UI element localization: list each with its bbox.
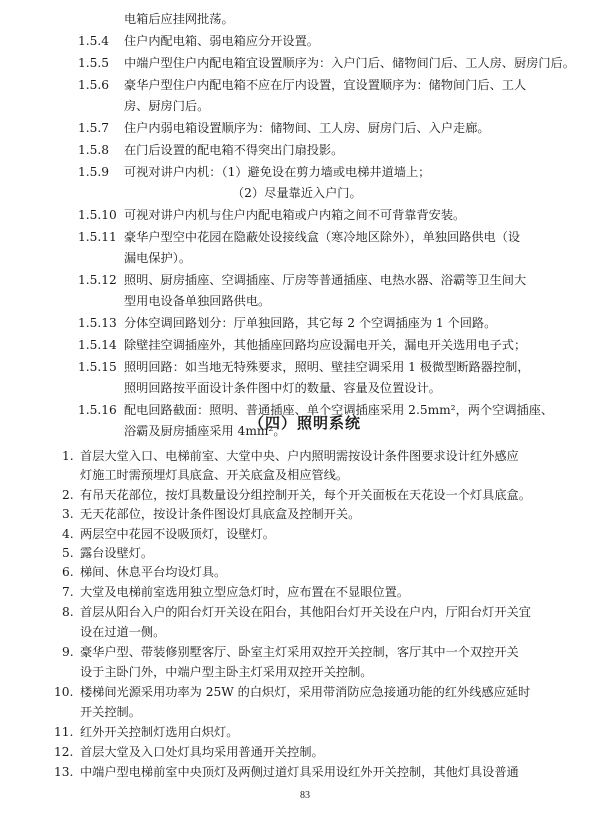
clause-text: 房、厨房门后。 bbox=[124, 99, 210, 113]
clause-text: 中端户型住户内配电箱宜设置顺序为：入户门后、储物间门后、工人房、厨房门后。 bbox=[124, 56, 575, 70]
item-text: 有吊天花部位，按灯具数量设分组控制开关，每个开关面板在天花设一个灯具底盒。 bbox=[80, 488, 531, 502]
item-text: 露台设壁灯。 bbox=[80, 546, 154, 560]
item-text: 梯间、休息平台均设灯具。 bbox=[80, 565, 227, 579]
item-text: 红外开关控制灯选用白炽灯。 bbox=[80, 725, 239, 739]
clause-number: 1.5.12 bbox=[78, 273, 117, 287]
clause-number: 1.5.10 bbox=[78, 208, 117, 222]
item-number: 9. bbox=[62, 645, 74, 659]
clause-number: 1.5.9 bbox=[78, 165, 110, 179]
clause-number: 1.5.7 bbox=[78, 121, 110, 135]
clause-text: 可视对讲户内机：（1）避免设在剪力墙或电梯井道墙上； bbox=[124, 165, 431, 179]
clause-text: 照明回路按平面设计条件图中灯的数量、容量及位置设计。 bbox=[124, 381, 441, 395]
item-number: 4. bbox=[62, 527, 74, 541]
item-number: 7. bbox=[62, 585, 74, 599]
item-number: 5. bbox=[62, 546, 74, 560]
item-number: 8. bbox=[62, 605, 74, 619]
item-text: 设于主卧门外，中端户型主卧主灯采用双控开关控制。 bbox=[80, 665, 373, 679]
item-number: 10. bbox=[54, 685, 74, 699]
clause-text: 除壁挂空调插座外，其他插座回路均应设漏电开关，漏电开关选用电子式； bbox=[124, 338, 527, 352]
item-text: 无天花部位，按设计条件图设灯具底盒及控制开关。 bbox=[80, 507, 361, 521]
clause-number: 1.5.6 bbox=[78, 78, 110, 92]
clause-number: 1.5.5 bbox=[78, 56, 110, 70]
clause-text: （2）尽量靠近入户门。 bbox=[232, 186, 362, 200]
clause-text: 在门后设置的配电箱不得突出门扇投影。 bbox=[124, 143, 344, 157]
clause-text: 豪华户型住户内配电箱不应在厅内设置，宜设置顺序为：储物间门后、工人 bbox=[124, 78, 527, 92]
clause-number: 1.5.13 bbox=[78, 316, 117, 330]
item-number: 12. bbox=[54, 745, 74, 759]
clause-text: 浴霸及厨房插座采用 4mm²。 bbox=[124, 424, 286, 438]
clause-text: 住户内配电箱、弱电箱应分开设置。 bbox=[124, 34, 319, 48]
item-number: 3. bbox=[62, 507, 74, 521]
clause-text: 漏电保护）。 bbox=[124, 251, 192, 265]
clause-number: 1.5.11 bbox=[78, 230, 117, 244]
item-number: 2. bbox=[62, 488, 74, 502]
item-text: 首层大堂入口、电梯前室、大堂中央、户内照明需按设计条件图要求设计红外感应 bbox=[80, 449, 519, 463]
item-text: 设在过道一侧。 bbox=[80, 625, 166, 639]
item-number: 11. bbox=[54, 725, 74, 739]
clause-text: 豪华户型空中花园在隐蔽处设接线盒（寒冷地区除外），单独回路供电（设 bbox=[124, 230, 521, 244]
item-text: 豪华户型、带装修别墅客厅、卧室主灯采用双控开关控制，客厅其中一个双控开关 bbox=[80, 645, 519, 659]
item-number: 13. bbox=[54, 765, 74, 779]
clause-text: 照明回路：如当地无特殊要求，照明、壁挂空调采用 1 极微型断路器控制， bbox=[124, 360, 530, 374]
clause-text: 住户内弱电箱设置顺序为：储物间、工人房、厨房门后、入户走廊。 bbox=[124, 121, 490, 135]
item-text: 大堂及电梯前室选用独立型应急灯时，应布置在不显眼位置。 bbox=[80, 585, 410, 599]
item-text: 两层空中花园不设吸顶灯，设壁灯。 bbox=[80, 527, 275, 541]
clause-text: 型用电设备单独回路供电。 bbox=[124, 294, 271, 308]
clause-text: 照明、厨房插座、空调插座、厅房等普通插座、电热水器、浴霸等卫生间大 bbox=[124, 273, 527, 287]
clause-number: 1.5.14 bbox=[78, 338, 117, 352]
page-number: 83 bbox=[300, 790, 310, 801]
item-number: 1. bbox=[62, 449, 74, 463]
continuation-line: 电箱后应挂网批荡。 bbox=[124, 12, 234, 26]
item-text: 中端户型电梯前室中央顶灯及两侧过道灯具采用设红外开关控制，其他灯具设普通 bbox=[80, 765, 519, 779]
item-text: 首层从阳台入户的阳台灯开关设在阳台，其他阳台灯开关设在户内，厅阳台灯开关宜 bbox=[80, 605, 531, 619]
clause-number: 1.5.8 bbox=[78, 143, 110, 157]
item-text: 开关控制。 bbox=[80, 705, 141, 719]
item-text: 首层大堂及入口处灯具均采用普通开关控制。 bbox=[80, 745, 324, 759]
clause-number: 1.5.15 bbox=[78, 360, 117, 374]
item-number: 6. bbox=[62, 565, 74, 579]
item-text: 楼梯间光源采用功率为 25W 的白炽灯，采用带消防应急接通功能的红外线感应延时 bbox=[80, 685, 531, 699]
clause-text: 配电回路截面：照明、普通插座、单个空调插座采用 2.5mm²，两个空调插座、 bbox=[124, 403, 554, 417]
item-text: 灯施工时需预埋灯具底盒、开关底盒及相应管线。 bbox=[80, 468, 349, 482]
clause-number: 1.5.16 bbox=[78, 403, 117, 417]
clause-text: 可视对讲户内机与住户内配电箱或户内箱之间不可背靠背安装。 bbox=[124, 208, 466, 222]
section-heading: （四）照明系统 bbox=[248, 414, 361, 432]
clause-number: 1.5.4 bbox=[78, 34, 110, 48]
clause-text: 分体空调回路划分：厅单独回路，其它每 2 个空调插座为 1 个回路。 bbox=[124, 316, 497, 330]
